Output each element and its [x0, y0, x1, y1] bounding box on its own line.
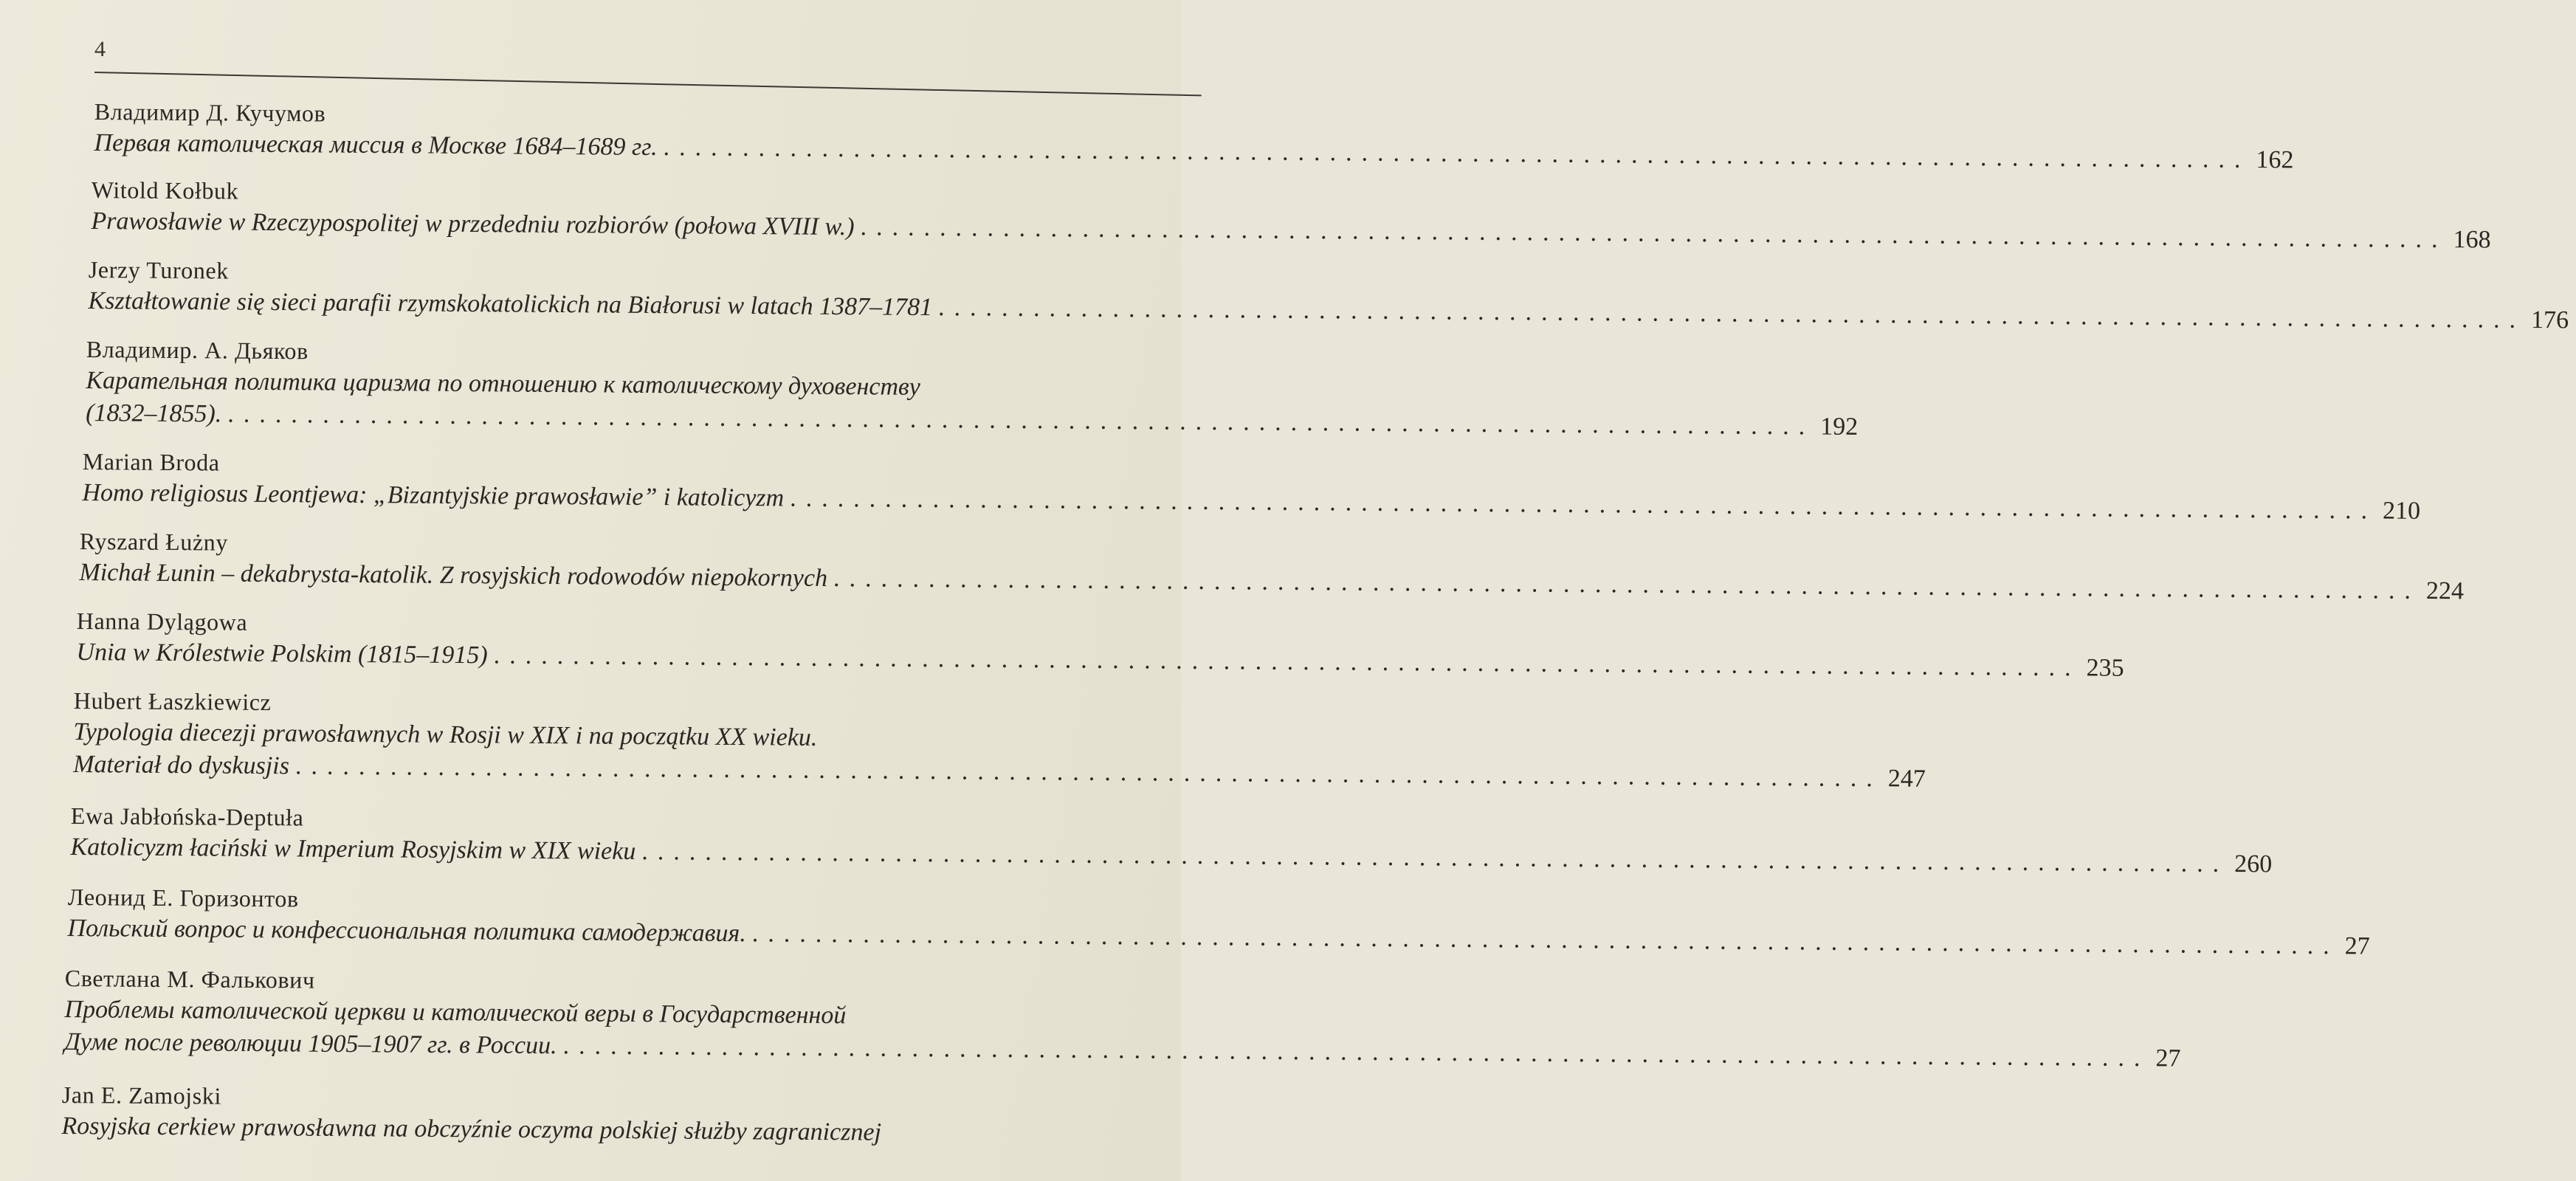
dot-leader: ....................................................................................................: [790, 484, 2377, 525]
entry-page-ref: 176: [2530, 306, 2569, 334]
entry-author: Ryszard Łużny: [79, 527, 229, 556]
toc-entry: [79, 526, 2465, 605]
entry-page-ref: 210: [2382, 497, 2421, 525]
dot-leader: ....................................................................................................: [227, 400, 1815, 441]
dot-leader: ....................................................................................................: [295, 752, 1882, 793]
dot-leader: ....................................................................................................: [937, 294, 2526, 334]
entry-title: Проблемы католической церкви и католической веры в Государственной: [64, 995, 847, 1030]
entry-page-ref: 260: [2234, 850, 2273, 878]
toc-entry: [70, 800, 2273, 878]
dot-leader: ....................................................................................................: [751, 920, 2339, 960]
entry-title: Unia w Królestwie Polskim (1815–1915): [76, 638, 488, 669]
entry-page-ref: 247: [1887, 765, 1926, 793]
entry-title: Rosyjska cerkiew prawosławna na obczyźnie oczyma polskiej służby zagranicznej: [61, 1112, 882, 1146]
toc-entry: [94, 96, 2294, 174]
dot-leader: ....................................................................................................: [493, 641, 2081, 682]
entry-author: Леонид Е. Горизонтов: [67, 883, 299, 912]
dot-leader: ....................................................................................................: [860, 213, 2448, 254]
entry-title: Думе после революции 1905–1907 гг. в России.: [64, 1027, 557, 1060]
dot-leader: ....................................................................................................: [562, 1032, 2150, 1072]
entry-title: Карательная политика царизма по отношению к католическому духовенству: [86, 366, 921, 401]
entry-title: Typologia diecezji prawosławnych w Rosji w XIX i na początku XX wieku.: [73, 717, 818, 751]
entry-page-ref: 162: [2256, 146, 2294, 174]
toc-entry: [76, 605, 2124, 682]
entry-author: Marian Broda: [82, 447, 220, 476]
entry-page-ref: 192: [1820, 413, 1859, 441]
toc-entry: [91, 174, 2491, 254]
toc-entry: [88, 254, 2569, 334]
entry-author: Jan E. Zamojski: [61, 1081, 222, 1109]
entry-title: Michał Łunin – dekabrysta-katolik. Z rosyjskich rodowodów niepokornych: [79, 558, 828, 592]
entry-author: Ewa Jabłońska-Deptuła: [70, 802, 304, 831]
entry-page-ref: 235: [2086, 654, 2124, 682]
entry-author: Witold Kołbuk: [91, 176, 239, 204]
entry-title: Kształtowanie się sieci parafii rzymskokatolickich na Białorusi w latach 1387–1781: [88, 286, 933, 321]
entry-title: Katolicyzm łaciński w Imperium Rosyjskim w XIX wieku: [70, 833, 636, 866]
toc-entry: [73, 685, 1926, 793]
entry-title: Первая католическая миссия в Москве 1684–1689 гг.: [94, 128, 658, 161]
toc-entry: [67, 881, 2370, 960]
entry-page-ref: 27: [2155, 1044, 2181, 1072]
dot-leader: ....................................................................................................: [663, 134, 2250, 173]
entry-author: Владимир Д. Кучумов: [94, 97, 326, 127]
entry-title: Homo religiosus Leontjewa: „Bizantyjskie prawosławie” i katolicyzm: [82, 478, 785, 512]
entry-title: (1832–1855).: [86, 399, 222, 428]
entry-author: Светлана М. Фалькович: [64, 964, 315, 994]
toc-entry: [86, 334, 1859, 441]
entry-page-ref: 224: [2425, 576, 2465, 605]
entry-author: Hubert Łaszkiewicz: [73, 686, 272, 716]
page-number: 4: [94, 37, 106, 61]
entry-page-ref: 168: [2453, 226, 2491, 254]
dot-leader: ....................................................................................................: [833, 565, 2421, 605]
entry-title: Materiał do dyskusjis: [73, 750, 290, 780]
entry-title: Польский вопрос и конфессиональная политика самодержавия.: [67, 914, 746, 948]
entry-page-ref: 27: [2344, 932, 2370, 960]
toc-entry: [64, 963, 2181, 1072]
entry-author: Jerzy Turonek: [88, 255, 230, 284]
toc-entry: [82, 446, 2421, 525]
entry-title: Prawosławie w Rzeczypospolitej w przededniu rozbiorów (połowa XVIII w.): [91, 207, 855, 241]
entry-author: Hanna Dylągowa: [76, 607, 248, 636]
entry-author: Владимир. А. Дьяков: [86, 335, 309, 365]
dot-leader: ....................................................................................................: [641, 838, 2229, 878]
toc-entry: [61, 1079, 1184, 1151]
